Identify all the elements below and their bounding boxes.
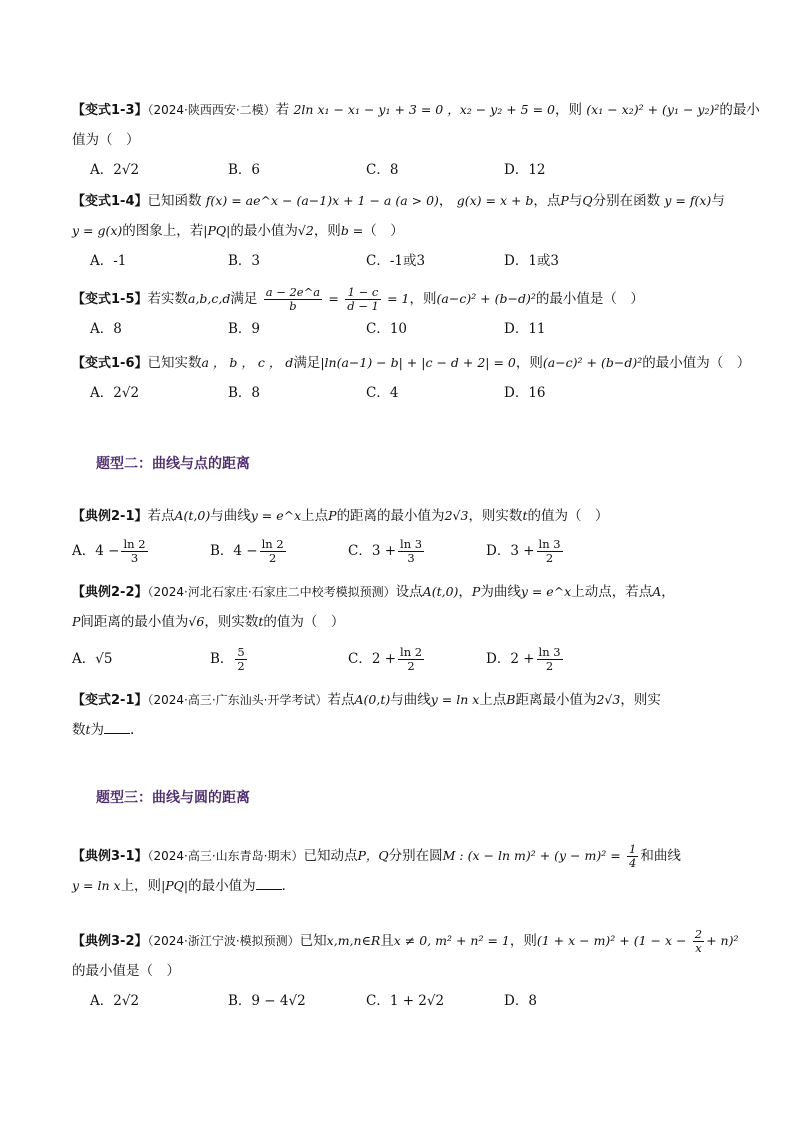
option-a <box>72 531 210 571</box>
text: 的值为（ ） <box>263 614 345 630</box>
option-a: A．2√2 <box>90 993 140 1009</box>
answer-blank <box>256 875 282 890</box>
text: 的最小值是（ ） <box>535 291 644 307</box>
text: 若点 <box>327 692 355 708</box>
numerator: ln 2 <box>261 537 284 551</box>
text: 设点 <box>395 584 423 600</box>
text: ， <box>458 584 472 600</box>
denominator: b <box>289 299 297 313</box>
answer-blank <box>104 719 130 734</box>
text: 的最小值为 <box>188 878 256 894</box>
options <box>72 246 732 276</box>
text: 已知动点 <box>303 848 358 864</box>
text: 上点 <box>301 508 329 524</box>
numerator: 5 <box>237 645 245 659</box>
problem-variant-1-3 <box>72 95 760 185</box>
numerator: ln 3 <box>538 537 561 551</box>
option-label: C．2 + <box>348 651 397 667</box>
option-c: C．8 <box>366 162 399 178</box>
math: f(x) = ae^x − (a−1)x + 1 − a (a > 0) <box>205 193 439 208</box>
option-a: A．8 <box>90 321 122 337</box>
text: ， <box>438 193 453 209</box>
math: y = ln x <box>72 878 121 893</box>
option-b <box>210 637 348 681</box>
text: 上动点，若点 <box>571 584 653 600</box>
math: √6 <box>188 614 205 629</box>
problem-variant-1-6 <box>72 348 751 408</box>
problem-example-2-2 <box>72 577 732 681</box>
problem-tag: 【变式1-4】 <box>72 194 148 209</box>
problem-variant-2-1 <box>72 685 732 745</box>
math: + n)² <box>706 933 739 948</box>
fraction <box>398 538 424 565</box>
options <box>72 637 732 681</box>
fraction <box>260 538 286 565</box>
problem-tag: 【变式1-6】 <box>72 356 148 371</box>
math: a ， b ， c ， d <box>201 355 294 370</box>
denominator: 2 <box>545 551 554 565</box>
option-d: D．1或3 <box>504 253 560 269</box>
math: y = f(x) <box>664 193 712 208</box>
math: = 1 <box>387 291 410 306</box>
problem-source: （2024·高三·山东青岛·期末） <box>147 849 304 863</box>
math: y = e^x <box>250 508 302 523</box>
text: 若 <box>275 102 290 118</box>
numerator: ln 2 <box>123 537 146 551</box>
numerator: ln 2 <box>400 645 423 659</box>
option-d <box>486 531 624 571</box>
text: 已知 <box>299 933 327 949</box>
math: A(t,0) <box>422 584 459 599</box>
math: t <box>85 722 91 737</box>
option-c: C．10 <box>366 321 408 337</box>
text: 的值为（ ） <box>527 508 609 524</box>
math: P，Q <box>357 848 389 863</box>
math: (a−c)² + (b−d)² <box>436 291 536 306</box>
math: g(x) = x + b <box>456 193 534 208</box>
math: P <box>471 584 481 599</box>
text: 分别在函数 <box>592 193 661 209</box>
problem-example-2-1 <box>72 501 732 571</box>
option-label: B． <box>210 651 234 667</box>
problem-source: （2024·河北石家庄·石家庄二中校考模拟预测） <box>147 585 396 599</box>
text: 与曲线 <box>210 508 251 524</box>
text: 的最小值是（ ） <box>72 963 180 979</box>
text: ，则 <box>409 291 437 307</box>
text: ， <box>661 584 675 600</box>
option-c <box>348 531 486 571</box>
text: ． <box>281 878 296 894</box>
option-c: C．-1或3 <box>366 253 426 269</box>
option-a: A．-1 <box>90 253 127 269</box>
math: √2 <box>297 223 314 238</box>
text: 若实数 <box>147 291 188 307</box>
math: t <box>522 508 528 523</box>
text: 的图象上，若 <box>122 223 204 239</box>
options <box>72 986 732 1016</box>
text: 的距离的最小值为 <box>336 508 445 524</box>
option-b: B．6 <box>228 162 261 178</box>
math: A(t,0) <box>174 508 211 523</box>
fraction <box>627 843 638 870</box>
option-c <box>348 637 486 681</box>
numerator: 1 <box>629 842 637 856</box>
math: P <box>560 193 569 208</box>
option-b: B．8 <box>228 385 261 401</box>
options <box>72 378 732 408</box>
option-d: D．11 <box>504 321 546 337</box>
option-label: B．4 − <box>210 543 258 559</box>
option-b: B．9 − 4√2 <box>228 993 306 1009</box>
problem-source: （2024·陕西西安·二模） <box>147 103 276 117</box>
fraction <box>121 538 147 565</box>
problem-tag: 【典例2-2】 <box>72 585 148 600</box>
text: ，则 <box>509 933 537 949</box>
denominator: x <box>695 941 702 955</box>
options <box>72 314 732 344</box>
math: P <box>328 508 337 523</box>
text: ，则 <box>555 102 582 118</box>
text: . <box>130 722 135 738</box>
problem-example-3-1 <box>72 841 732 901</box>
math: |PQ| <box>203 223 231 238</box>
option-d <box>486 637 624 681</box>
text: 的最小 <box>719 102 760 118</box>
denominator: 2 <box>545 659 554 673</box>
denominator: 4 <box>629 856 637 870</box>
option-b: B．3 <box>228 253 261 269</box>
math: a,b,c,d <box>188 291 231 306</box>
fraction <box>537 646 563 673</box>
problem-tag: 【变式2-1】 <box>72 693 148 708</box>
math: = <box>328 291 339 306</box>
math: 2√3 <box>444 508 469 523</box>
text: 上点 <box>479 692 507 708</box>
math: y = e^x <box>520 584 572 599</box>
math: (a−c)² + (b−d)² <box>542 355 643 370</box>
denominator: 2 <box>268 551 277 565</box>
option-b <box>210 531 348 571</box>
fraction <box>398 646 424 673</box>
text: ，则实数 <box>204 614 259 630</box>
math: Q <box>582 193 593 208</box>
text: 值为（ ） <box>72 132 140 148</box>
denominator: d − 1 <box>347 299 379 313</box>
section-heading-2: 题型二：曲线与点的距离 <box>96 456 250 472</box>
problem-source: （2024·高三·广东汕头·开学考试） <box>147 693 328 707</box>
problem-variant-1-5 <box>72 284 732 344</box>
options <box>72 531 732 571</box>
math: A(0,t) <box>354 692 391 707</box>
text: 与 <box>568 193 583 209</box>
problem-source: （2024·浙江宁波·模拟预测） <box>147 934 300 948</box>
text: 的最小值为 <box>230 223 298 239</box>
fraction <box>235 646 246 673</box>
problem-variant-1-4 <box>72 186 732 276</box>
text: （ ） <box>363 223 404 239</box>
option-a: A．2√2 <box>90 162 140 178</box>
option-d: D．16 <box>504 385 546 401</box>
math: b = <box>340 223 364 238</box>
text: 为曲线 <box>480 584 521 600</box>
numerator: ln 3 <box>400 537 423 551</box>
fraction <box>693 928 704 955</box>
numerator: a − 2e^a <box>265 285 321 299</box>
text: ，则实 <box>620 692 661 708</box>
fraction <box>345 286 381 313</box>
text: 满足 <box>230 291 258 307</box>
text: 上，则 <box>120 878 162 894</box>
math: B <box>506 692 516 707</box>
text: 已知函数 <box>147 193 202 209</box>
option-label: C．3 + <box>348 543 397 559</box>
problem-tag: 【典例2-1】 <box>72 509 148 524</box>
denominator: 3 <box>407 551 415 565</box>
text: ，点 <box>533 193 561 209</box>
text: 和曲线 <box>640 848 681 864</box>
math: M : (x − ln m)² + (y − m)² = <box>442 848 621 863</box>
problem-tag: 【典例3-2】 <box>72 934 148 949</box>
math: |PQ| <box>161 878 189 893</box>
text: 已知实数 <box>147 355 202 371</box>
options <box>72 155 732 185</box>
option-label: D．2 + <box>486 651 535 667</box>
problem-tag: 【典例3-1】 <box>72 849 148 864</box>
text: 距离最小值为 <box>515 692 597 708</box>
option-d: D．12 <box>504 162 546 178</box>
text: 且 <box>380 933 394 949</box>
text: 数 <box>72 722 86 738</box>
math: 2√3 <box>596 692 621 707</box>
denominator: 2 <box>237 659 245 673</box>
text: 间距离的最小值为 <box>80 614 189 630</box>
text: 分别在圆 <box>388 848 443 864</box>
problem-tag: 【变式1-3】 <box>72 103 148 118</box>
numerator: 1 − c <box>345 286 381 300</box>
numerator: 2 <box>694 927 703 941</box>
text: ，则 <box>313 223 341 239</box>
text: 与曲线 <box>390 692 431 708</box>
denominator: 3 <box>130 551 139 565</box>
fraction <box>537 538 563 565</box>
text: 若点 <box>147 508 175 524</box>
option-label: A．4 − <box>72 543 120 559</box>
option-label: D．3 + <box>486 543 535 559</box>
math: t <box>258 614 264 629</box>
numerator: ln 3 <box>538 645 561 659</box>
option-label: A．√5 <box>72 651 113 667</box>
option-b: B．9 <box>228 321 261 337</box>
text: ，则 <box>515 355 543 371</box>
option-c: C．4 <box>366 385 399 401</box>
fraction <box>264 286 322 313</box>
math: x ≠ 0, m² + n² = 1 <box>393 933 510 948</box>
text: ，则实数 <box>468 508 523 524</box>
option-d: D．8 <box>504 993 537 1009</box>
math: x,m,n∈R <box>326 933 381 948</box>
math: |ln(a−1) − b| + |c − d + 2| = 0 <box>320 355 516 370</box>
math: A <box>652 584 662 599</box>
section-heading-3: 题型三：曲线与圆的距离 <box>96 790 250 806</box>
math: y = g(x) <box>72 223 123 238</box>
denominator: 2 <box>407 659 415 673</box>
math: 2ln x₁ − x₁ − y₁ + 3 = 0 ，x₂ − y₂ + 5 = 0 <box>293 102 555 117</box>
math: (1 + x − m)² + (1 − x − <box>536 933 687 948</box>
text: 为 <box>90 722 105 738</box>
math: y = ln x <box>430 692 480 707</box>
option-c: C．1 + 2√2 <box>366 993 445 1009</box>
option-a: A．2√2 <box>90 385 140 401</box>
problem-example-3-2 <box>72 926 739 1016</box>
math: P <box>72 614 81 629</box>
text: 的最小值为（ ） <box>642 355 751 371</box>
math: (x₁ − x₂)² + (y₁ − y₂)² <box>586 102 720 117</box>
option-a <box>72 637 210 681</box>
text: 满足 <box>293 355 321 371</box>
problem-tag: 【变式1-5】 <box>72 292 148 307</box>
text: 与 <box>711 193 725 209</box>
